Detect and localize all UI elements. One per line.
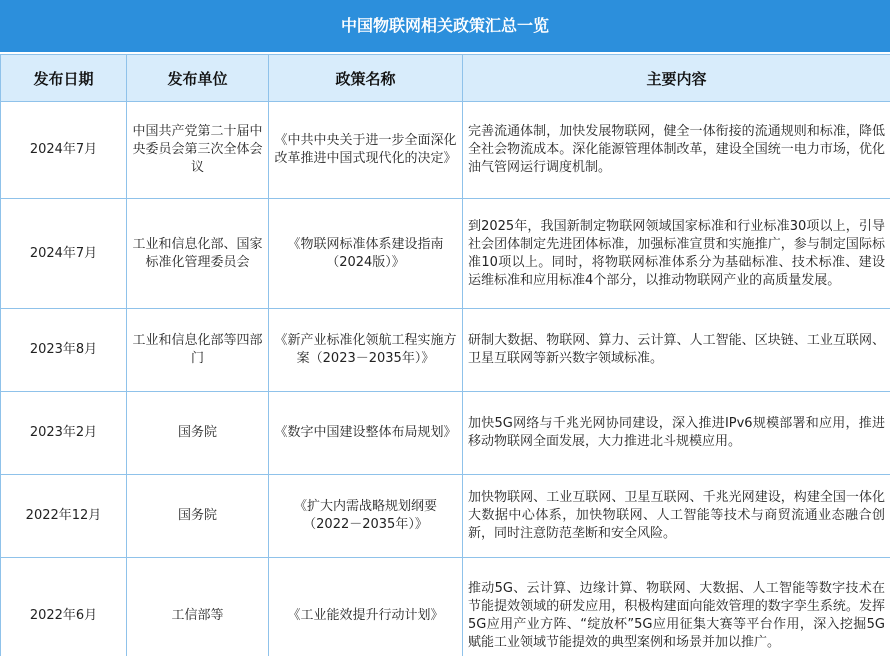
header-content: 主要内容: [463, 55, 890, 102]
row-org: 中国共产党第二十届中央委员会第三次全体会议: [127, 102, 269, 199]
row-date: 2023年8月: [1, 309, 127, 392]
row-org: 工业和信息化部等四部门: [127, 309, 269, 392]
row-content: 完善流通体制，加快发展物联网，健全一体衔接的流通规则和标准，降低全社会物流成本。深化能源管理体制改革，建设全国统一电力市场，优化油气管网运行调度机制。: [463, 102, 890, 199]
header-date: 发布日期: [1, 55, 127, 102]
row-org: 工业和信息化部、国家标准化管理委员会: [127, 199, 269, 309]
page-title: 中国物联网相关政策汇总一览: [0, 0, 890, 54]
table-row: [1, 475, 890, 558]
table-header-row: [1, 55, 890, 102]
row-content: 到2025年，我国新制定物联网领域国家标准和行业标准30项以上，引导社会团体制定先进团体标准，加强标准宣贯和实施推广，参与制定国际标准10项以上。同时，将物联网标准体系分为基础标准、技术标准、建设运维标准和应用标准4个部分，以推动物联网产业的高质量发展。: [463, 199, 890, 309]
row-date: 2022年6月: [1, 558, 127, 656]
row-content: 研制大数据、物联网、算力、云计算、人工智能、区块链、工业互联网、卫星互联网等新兴数字领域标准。: [463, 309, 890, 392]
row-content: 推动5G、云计算、边缘计算、物联网、大数据、人工智能等数字技术在节能提效领域的研发应用，积极构建面向能效管理的数字孪生系统。发挥5G应用产业方阵、“绽放杯”5G应用征集大赛等平台作用，深入挖掘5G赋能工业领域节能提效的典型案例和场景并加以推广。: [463, 558, 890, 656]
row-date: 2024年7月: [1, 199, 127, 309]
row-policy-name: 《中共中央关于进一步全面深化改革推进中国式现代化的决定》: [269, 102, 463, 199]
table-row: [1, 392, 890, 475]
header-policy-name: 政策名称: [269, 55, 463, 102]
row-content: 加快5G网络与千兆光网协同建设，深入推进IPv6规模部署和应用，推进移动物联网全面发展，大力推进北斗规模应用。: [463, 392, 890, 475]
row-org: 国务院: [127, 392, 269, 475]
row-date: 2023年2月: [1, 392, 127, 475]
table-row: [1, 558, 890, 656]
policy-table: [0, 54, 890, 656]
row-org: 工信部等: [127, 558, 269, 656]
table-row: [1, 199, 890, 309]
table-row: [1, 102, 890, 199]
row-content: 加快物联网、工业互联网、卫星互联网、千兆光网建设，构建全国一体化大数据中心体系，加快物联网、人工智能等技术与商贸流通业态融合创新，同时注意防范垄断和安全风险。: [463, 475, 890, 558]
row-date: 2024年7月: [1, 102, 127, 199]
row-org: 国务院: [127, 475, 269, 558]
row-policy-name: 《物联网标准体系建设指南（2024版）》: [269, 199, 463, 309]
table-row: [1, 309, 890, 392]
row-date: 2022年12月: [1, 475, 127, 558]
row-policy-name: 《工业能效提升行动计划》: [269, 558, 463, 656]
header-org: 发布单位: [127, 55, 269, 102]
row-policy-name: 《扩大内需战略规划纲要（2022－2035年）》: [269, 475, 463, 558]
row-policy-name: 《数字中国建设整体布局规划》: [269, 392, 463, 475]
row-policy-name: 《新产业标准化领航工程实施方案（2023－2035年）》: [269, 309, 463, 392]
